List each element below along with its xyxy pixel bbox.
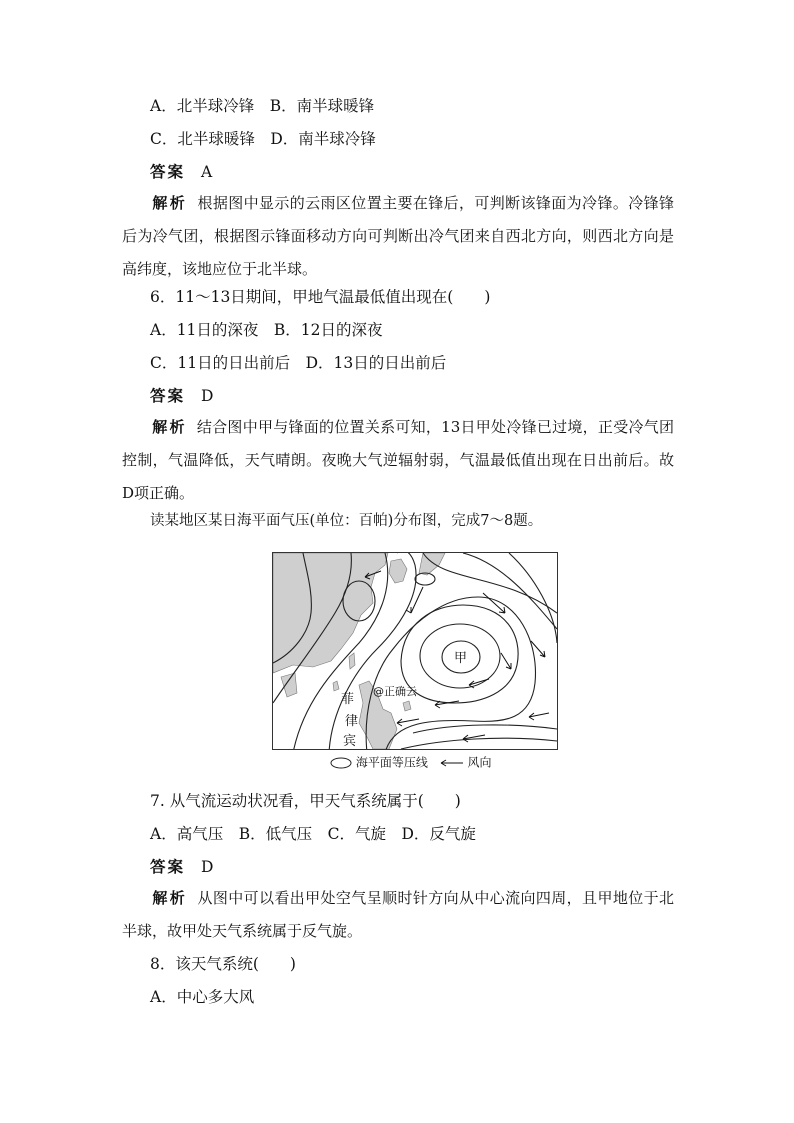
analysis-label: 解析 [152,889,188,907]
legend-isobar-label: 海平面等压线 [355,755,428,770]
answer-value: D [201,387,214,405]
map-center-label: 甲 [454,651,468,666]
isobar-legend-icon [330,757,352,769]
q7-stem: 7. 从气流运动状况看，甲天气系统属于( ) [150,792,461,810]
wind-arrow [529,713,549,720]
q8-stem: 8．该天气系统( ) [150,955,296,973]
q7-analysis [122,882,674,948]
q7-answer [150,856,213,878]
wind-arrow [435,701,459,708]
q5-options-line1: A．北半球冷锋 B．南半球暖锋 [150,97,375,115]
q6-answer [150,385,213,407]
map-place-char: 菲 [341,692,355,707]
wind-arrow-legend-icon [438,758,464,768]
wind-arrow [469,679,489,688]
map-svg [273,553,557,749]
isobar-line [423,553,557,613]
q6-options-line1: A．11日的深夜 B．12日的深夜 [150,321,383,339]
map-legend [330,754,492,771]
map-place-char: 律 [345,714,359,729]
wind-arrow [501,653,511,669]
analysis-label: 解析 [152,194,188,212]
q5-answer [150,161,212,183]
land-indochina [281,673,297,697]
isobar-line [463,553,557,629]
legend-wind-label: 风向 [467,755,492,770]
analysis-label: 解析 [152,418,187,436]
land-korea [389,559,407,583]
answer-label: 答案 [150,387,186,405]
analysis-text: 根据图中显示的云雨区位置主要在锋后，可判断该锋面为冷锋。冷锋锋后为冷气团，根据图示锋面移动方向可判断出冷气团来自西北方向，则西北方向是高纬度，该地应位于北半球。 [122,194,674,278]
answer-value: D [201,858,214,876]
q7-options: A．高气压 B．低气压 C．气旋 D．反气旋 [150,825,476,843]
q5-analysis [122,187,674,286]
analysis-text: 从图中可以看出甲处空气呈顺时针方向从中心流向四周，且甲地位于北半球，故甲处天气系统属于反气旋。 [122,889,674,940]
land-taiwan [349,653,355,669]
analysis-text: 结合图中甲与锋面的位置关系可知，13日甲处冷锋已过境，正受冷气团控制，气温降低，天气晴朗。夜晚大气逆辐射弱，气温最低值出现在日出前后。故D项正确。 [122,418,674,502]
isobar-line [413,725,557,733]
q8-option-a: A．中心多大风 [150,988,255,1006]
land-japan [419,553,445,575]
answer-label: 答案 [150,163,186,181]
answer-label: 答案 [150,858,186,876]
q6-options-line2: C．11日的日出前后 D．13日的日出前后 [150,354,447,372]
intro-text: 读某地区某日海平面气压(单位：百帕)分布图，完成7～8题。 [150,513,543,529]
map-place-char: 宾 [343,734,357,749]
q5-options-line2: C．北半球暖锋 D．南半球冷锋 [150,130,376,148]
q6-stem: 6．11～13日期间，甲地气温最低值出现在( ) [150,288,491,306]
q6-analysis [122,411,674,510]
isobar-line [401,738,557,749]
pressure-map [272,552,558,750]
answer-value: A [201,163,213,181]
map-watermark: @正确云 [373,685,417,698]
